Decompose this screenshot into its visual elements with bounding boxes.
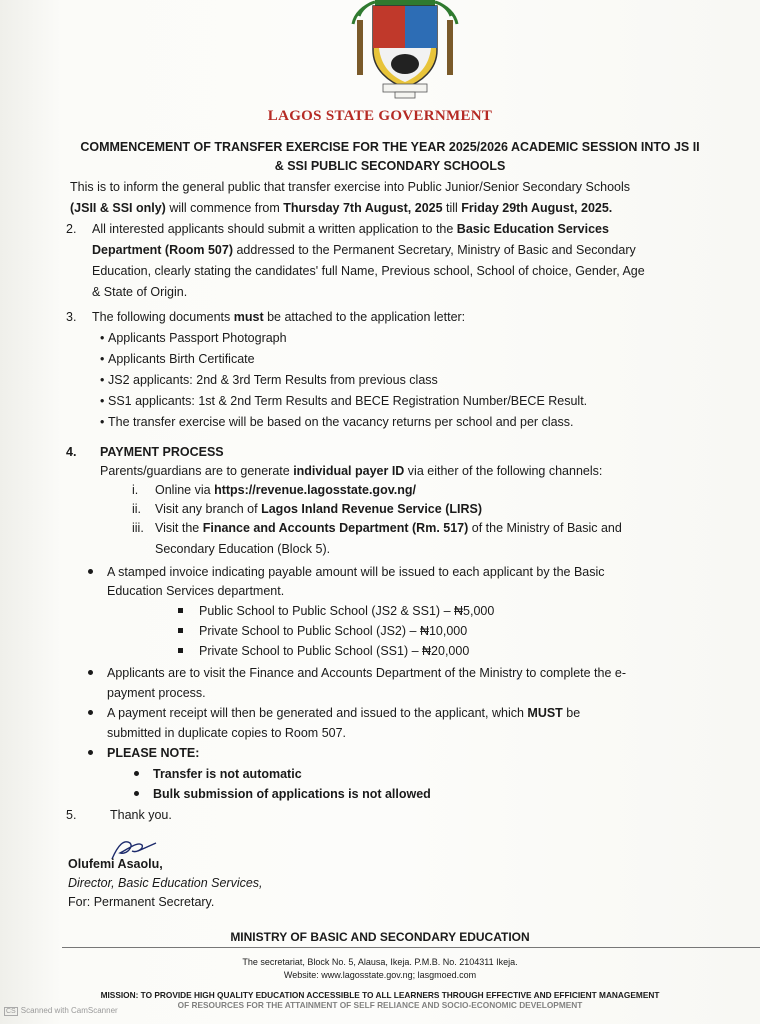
- payment-intro-c: via either of the following channels:: [404, 464, 603, 478]
- camscanner-text: Scanned with CamScanner: [20, 1006, 118, 1015]
- para2-line1: [92, 220, 716, 239]
- para1-start-date: Thursday 7th August, 2025: [283, 201, 443, 215]
- footer-divider: [62, 947, 760, 948]
- document-item: • The transfer exercise will be based on the vacancy returns per school and per class.: [100, 413, 574, 432]
- epayment-text: Applicants are to visit the Finance and Accounts Department of the Ministry to complete the e-: [107, 666, 627, 680]
- receipt-line2: submitted in duplicate copies to Room 507.: [107, 726, 347, 740]
- para1-end-date: Friday 29th August, 2025.: [461, 201, 613, 215]
- footer-mission: MISSION: TO PROVIDE HIGH QUALITY EDUCATION ACCESSIBLE TO ALL LEARNERS THROUGH EFFECTIVE AND EFFICIENT MANAGEMENT: [100, 990, 660, 1000]
- thank-you: Thank you.: [110, 808, 172, 822]
- payment-intro: [100, 462, 602, 481]
- signatory-for: For: Permanent Secretary.: [68, 895, 215, 909]
- receipt-text-c: be: [562, 706, 581, 720]
- document-item: • Applicants Passport Photograph: [100, 329, 287, 348]
- camscanner-badge: CS: [6, 1008, 16, 1015]
- note-item: [134, 765, 302, 784]
- bullet-icon: [88, 750, 93, 755]
- channel-finance: [155, 519, 622, 538]
- receipt-bullet: [88, 704, 580, 723]
- footer-mission-line2: OF RESOURCES FOR THE ATTAINMENT OF SELF RELIANCE AND SOCIO-ECONOMIC DEVELOPMENT: [177, 1000, 583, 1010]
- payment-intro-a: Parents/guardians are to generate: [100, 464, 294, 478]
- bullet-icon: [88, 569, 93, 574]
- lagos-state-crest-icon: [345, 0, 465, 100]
- channel-number: ii.: [132, 502, 142, 516]
- receipt-must: MUST: [527, 706, 563, 720]
- para5-number: 5.: [66, 808, 77, 822]
- fee-item: [178, 622, 467, 641]
- para3-intro-a: The following documents: [92, 310, 234, 324]
- revenue-url: https://revenue.lagosstate.gov.ng/: [214, 483, 416, 497]
- channel-number: iii.: [132, 521, 144, 535]
- bullet-icon: [88, 710, 93, 715]
- channel-online-text: Online via: [155, 483, 215, 497]
- para2-text-b: addressed to the Permanent Secretary, Ministry of Basic and Secondary: [233, 243, 636, 257]
- bullet-icon: [134, 791, 139, 796]
- please-note: [88, 744, 199, 763]
- para2-line3: Education, clearly stating the candidates' full Name, Previous school, School of choice, Gender, Age: [92, 264, 645, 278]
- bullet-icon: [134, 771, 139, 776]
- government-title: LAGOS STATE GOVERNMENT: [267, 108, 493, 124]
- fee-item: [178, 642, 469, 661]
- para1-till: till: [442, 201, 462, 215]
- para1-line1: This is to inform the general public that transfer exercise into Public Junior/Senior Secondary Schools: [70, 180, 631, 194]
- fee-text: Public School to Public School (JS2 & SS1) – ₦5,000: [199, 604, 495, 618]
- note-text: Transfer is not automatic: [153, 767, 302, 781]
- note-text: Bulk submission of applications is not allowed: [153, 787, 431, 801]
- payer-id: individual payer ID: [293, 464, 405, 478]
- para2-line2: [92, 241, 636, 260]
- fee-item: [178, 602, 494, 621]
- para2-room: Department (Room 507): [92, 243, 233, 257]
- channel-finance-text-c: of the Ministry of Basic and: [468, 521, 622, 535]
- para3-must: must: [233, 310, 264, 324]
- footer-address: The secretariat, Block No. 5, Alausa, Ikeja. P.M.B. No. 2104311 Ikeja.: [242, 957, 518, 967]
- channel-lirs-text: Visit any branch of: [155, 502, 262, 516]
- epayment-bullet: [88, 664, 626, 683]
- signatory-title: Director, Basic Education Services,: [68, 876, 263, 890]
- invoice-line2: Education Services department.: [107, 584, 285, 598]
- notice-heading-line1: COMMENCEMENT OF TRANSFER EXERCISE FOR THE YEAR 2025/2026 ACADEMIC SESSION INTO JS II: [80, 140, 700, 154]
- para2-text-a: All interested applicants should submit a written application to the: [92, 222, 457, 236]
- ministry-name: MINISTRY OF BASIC AND SECONDARY EDUCATION: [230, 930, 530, 944]
- para1-text: will commence from: [165, 201, 284, 215]
- square-bullet-icon: [178, 628, 183, 633]
- document-item: • JS2 applicants: 2nd & 3rd Term Results from previous class: [100, 371, 438, 390]
- payment-heading: PAYMENT PROCESS: [100, 445, 224, 459]
- para3-number: 3.: [66, 310, 77, 324]
- lirs-name: Lagos Inland Revenue Service (LIRS): [261, 502, 482, 516]
- footer-website: Website: www.lagosstate.gov.ng; lasgmoed.com: [283, 970, 477, 980]
- channel-finance-text-a: Visit the: [155, 521, 203, 535]
- para2-dept: Basic Education Services: [456, 222, 609, 236]
- para4-number: 4.: [66, 445, 77, 459]
- channel-finance-line2: Secondary Education (Block 5).: [155, 542, 331, 556]
- para3-intro: [92, 308, 465, 327]
- para2-number: 2.: [66, 222, 77, 236]
- invoice-text: A stamped invoice indicating payable amount will be issued to each applicant by the Basic: [107, 565, 605, 579]
- document-item: • Applicants Birth Certificate: [100, 350, 255, 369]
- square-bullet-icon: [178, 648, 183, 653]
- camscanner-watermark: [4, 1006, 118, 1016]
- receipt-text-a: A payment receipt will then be generated and issued to the applicant, which: [107, 706, 528, 720]
- invoice-bullet: [88, 563, 605, 582]
- fee-text: Private School to Public School (JS2) – ₦10,000: [199, 624, 468, 638]
- please-note-text: PLEASE NOTE:: [107, 746, 200, 760]
- notice-heading: [60, 138, 720, 176]
- channel-lirs: [155, 500, 482, 519]
- finance-dept: Finance and Accounts Department (Rm. 517): [202, 521, 469, 535]
- channel-online: [155, 481, 416, 500]
- signatory-name: Olufemi Asaolu,: [68, 857, 163, 871]
- note-item: [134, 785, 431, 804]
- fee-text: Private School to Public School (SS1) – ₦20,000: [199, 644, 470, 658]
- document-item: • SS1 applicants: 1st & 2nd Term Results and BECE Registration Number/BECE Result.: [100, 392, 587, 411]
- para1-line2: [70, 199, 612, 218]
- epayment-line2: payment process.: [107, 686, 206, 700]
- para3-intro-c: be attached to the application letter:: [263, 310, 466, 324]
- square-bullet-icon: [178, 608, 183, 613]
- para1-scope: (JSII & SSI only): [70, 201, 166, 215]
- bullet-icon: [88, 670, 93, 675]
- channel-number: i.: [132, 483, 139, 497]
- notice-heading-line2: & SSI PUBLIC SECONDARY SCHOOLS: [274, 159, 506, 173]
- para2-line4: & State of Origin.: [92, 285, 188, 299]
